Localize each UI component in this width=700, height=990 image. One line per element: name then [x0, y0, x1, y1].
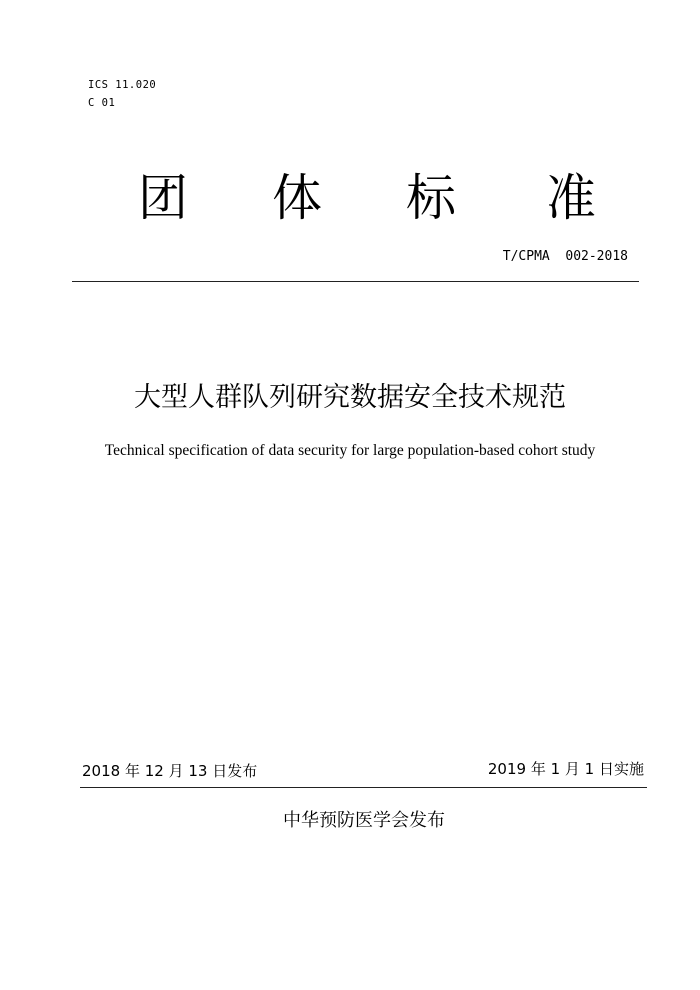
issue-date: 2018 年 12 月 13 日发布	[82, 762, 258, 780]
document-type-char: 团	[138, 169, 188, 227]
document-title-english: Technical specification of data security for large population-based cohort study	[104, 442, 596, 459]
standard-number: T/CPMA 002-2018	[502, 249, 628, 264]
bottom-divider	[80, 787, 647, 788]
document-type-char: 标	[406, 169, 456, 227]
ics-code: ICS 11.020	[88, 79, 157, 91]
document-type-char: 准	[546, 169, 596, 227]
document-type-char: 体	[272, 169, 322, 227]
publisher: 中华预防医学会发布	[283, 810, 445, 831]
implementation-date: 2019 年 1 月 1 日实施	[487, 760, 644, 778]
document-title-chinese: 大型人群队列研究数据安全技术规范	[134, 382, 566, 413]
top-divider	[72, 281, 639, 282]
ccs-code: C 01	[88, 97, 116, 109]
